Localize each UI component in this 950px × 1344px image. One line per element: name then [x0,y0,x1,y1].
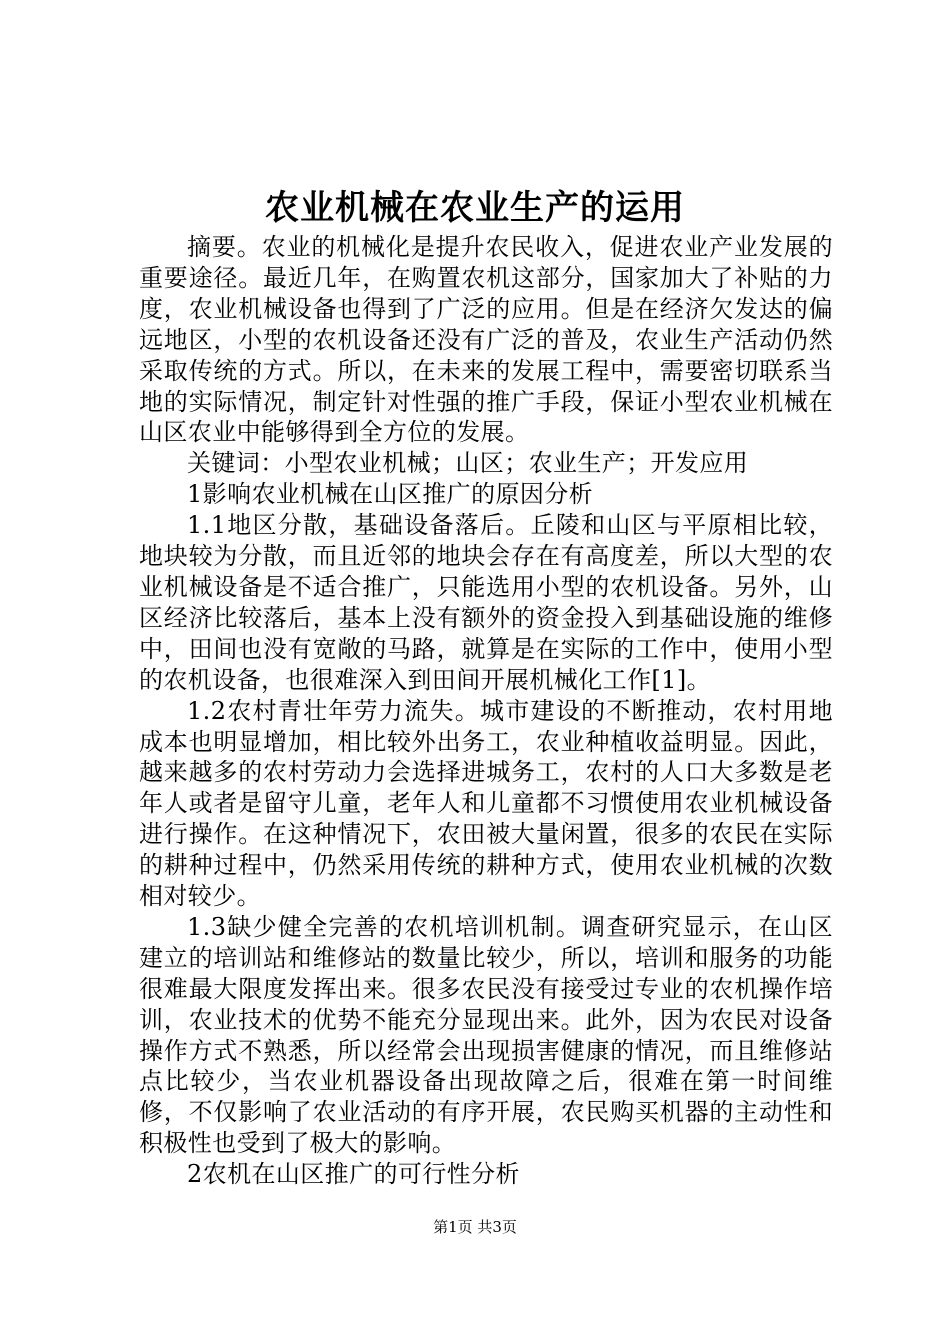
section-1-3-paragraph: 1.3缺少健全完善的农机培训机制。调查研究显示，在山区建立的培训站和维修站的数量比较少，所以，培训和服务的功能很难最大限度发挥出来。很多农民没有接受过专业的农机操作培训，农业技术的优势不能充分显现出来。此外，因为农民对设备操作方式不熟悉，所以经常会出现损害健康的情况，而且维修站点比较少，当农业机器设备出现故障之后，很难在第一时间维修，不仅影响了农业活动的有序开展，农民购买机器的主动性和积极性也受到了极大的影响。 [139,912,833,1158]
document-body [139,232,833,1190]
document-title: 农业机械在农业生产的运用 [265,188,685,228]
section-heading-2: 2农机在山区推广的可行性分析 [187,1160,520,1189]
section-heading-1: 1影响农业机械在山区推广的原因分析 [187,480,594,509]
page-footer: 第1页 共3页 [433,1218,517,1236]
abstract-paragraph: 摘要。农业的机械化是提升农民收入，促进农业产业发展的重要途径。最近几年，在购置农机这部分，国家加大了补贴的力度，农业机械设备也得到了广泛的应用。但是在经济欠发达的偏远地区，小型的农机设备还没有广泛的普及，农业生产活动仍然采取传统的方式。所以，在未来的发展工程中，需要密切联系当地的实际情况，制定针对性强的推广手段，保证小型农业机械在山区农业中能够得到全方位的发展。 [139,233,833,447]
section-1-2-paragraph: 1.2农村青壮年劳力流失。城市建设的不断推动，农村用地成本也明显增加，相比较外出务工，农业种植收益明显。因此，越来越多的农村劳动力会选择进城务工，农村的人口大多数是老年人或者是留守儿童，老年人和儿童都不习惯使用农业机械设备进行操作。在这种情况下，农田被大量闲置，很多的农民在实际的耕种过程中，仍然采用传统的耕种方式，使用农业机械的次数相对较少。 [139,696,833,911]
keywords-paragraph: 关键词：小型农业机械；山区；农业生产；开发应用 [187,449,749,478]
section-1-1-paragraph: 1.1地区分散，基础设备落后。丘陵和山区与平原相比较，地块较为分散，而且近邻的地块会存在有高度差，所以大型的农业机械设备是不适合推广，只能选用小型的农机设备。另外，山区经济比较落后，基本上没有额外的资金投入到基础设施的维修中，田间也没有宽敞的马路，就算是在实际的工作中，使用小型的农机设备，也很难深入到田间开展机械化工作[1]。 [139,511,833,694]
